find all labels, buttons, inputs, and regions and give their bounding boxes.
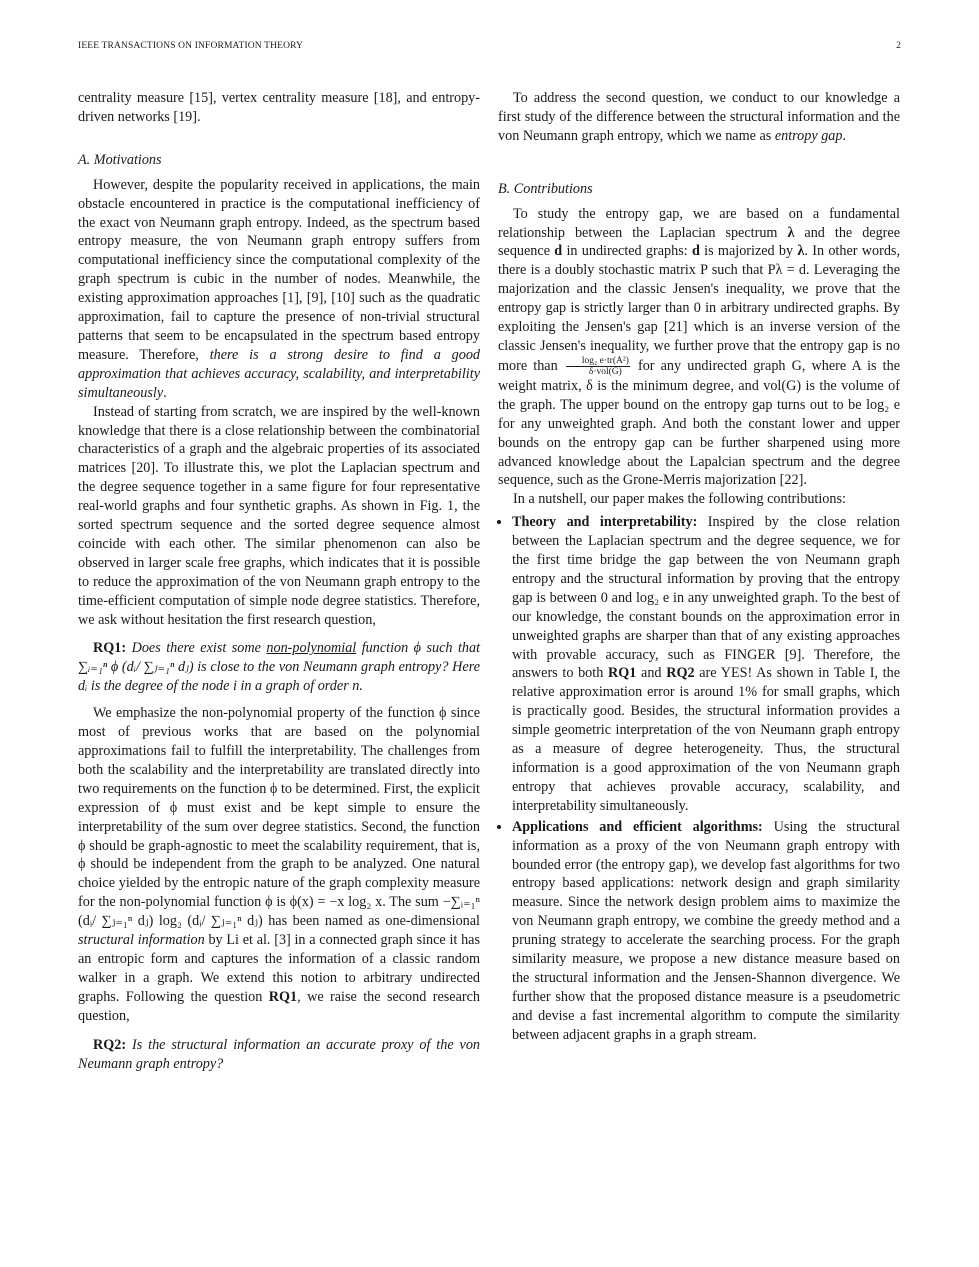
research-question-2: RQ2: Is the structural information an accurate proxy of the von Neumann graph entropy? [78, 1036, 481, 1072]
intro-tail-paragraph: centrality measure [15], vertex centrality measure [18], and entropy-driven networks [19]. [78, 90, 480, 125]
contributions-intro: In a nutshell, our paper makes the following contributions: [513, 491, 846, 508]
rq2-label: RQ2: [93, 1036, 127, 1053]
section-heading-motivations: A. Motivations [78, 151, 162, 168]
list-item: • Applications and efficient algorithms: Using the structural information as a proxy of the von Neumann graph entropy with bounded error (the entropy gap), we develop fast algorithms for two entropy based applications: network design and graph similarity measure. Since the network design problem aims to maximize the von Neumann graph entropy, we combine the greedy method and a pruning strategy to accelerate the searching process. For the graph similarity measure, we propose a new distance measure based on the structural information and the Jensen-Shannon divergence. We further show that the proposed distance measure is a pseudometric and devise a fast incremental algorithm to compute the similarity between adjacent graphs in a graph stream. [512, 818, 900, 1045]
contributions-list [498, 513, 900, 1044]
contributions-paragraph-1: To study the entropy gap, we are based on a fundamental relationship between the Laplacian spectrum λ and the degree sequence d in undirected graphs: d is majorized by λ. In other words, there is a doubly stochastic matrix P such that Pλ = d. Leveraging the majorization and the classic Jensen's inequality, we prove that the entropy gap is strictly larger than 0 in arbitrary undirected graphs. By exploiting the Jensen's gap [21] which is an inverse version of the classic Jensen's inequality, we further prove that the entropy gap is no more than $\frac{\text{log₂ e·tr(A²)}}{\text{δ·vol(G)}}$ for any undirected graph G, where A is the weight matrix, δ is the minimum degree, and vol(G) is the volume of the graph. The upper bound on the entropy gap turns out to be log₂ e for any unweighted graph. And both the constant lower and upper bounds on the entropy gap can be further sharpened using more advanced knowledge about the Lapalcian spectrum and the degree sequence, such as the Grone-Merris majorization [22]. [498, 205, 900, 489]
motivation-paragraph-1: However, despite the popularity received in applications, the main obstacle encountered in practice is the computational inefficiency of the exact von Neumann graph entropy. Indeed, as the spectrum based entropy measure, the von Neumann graph entropy suffers from computational inefficiency since the computational complexity of the graph spectrum is cubic in the number of nodes. Meanwhile, the existing approximation approaches [1], [9], [10] such as the quadratic approximation, fail to capture the presence of non-trivial structural patterns that seem to be encapsulated in the spectrum based entropy measure. Therefore, there is a strong desire to find a good approximation that achieves accuracy, scalability, and interpretability simultaneously. [78, 176, 481, 401]
left-column [78, 89, 480, 1081]
right-column [498, 89, 900, 1047]
running-header [78, 41, 901, 55]
motivation-paragraph-3: We emphasize the non-polynomial property of the function ϕ since most of previous works that are based on the polynomial approximations fail to fulfill the interpretability. The challenges from both the scalability and the interpretability are translated directly into two requirements on the function ϕ to be determined. First, the explicit expression of ϕ must exist and be kept simple to ensure the interpretability of the sum over degree statistics. Second, the function ϕ should be graph-agnostic to meet the scalability requirement, that is, ϕ should be independent from the graph to be analyzed. One natural choice yielded by the entropic nature of the graph complexity measure for the non-polynomial function ϕ is ϕ(x) = −x log₂ x. The sum −∑ᵢ₌₁ⁿ (dᵢ/ ∑ⱼ₌₁ⁿ dⱼ) log₂ (dᵢ/ ∑ⱼ₌₁ⁿ dⱼ) has been named as one-dimensional structural information by Li et al. [3] in a connected graph since it has an entropic form and captures the information of a classic random walker in a graph. We extend this notion to arbitrary undirected graphs. Following the question RQ1, we raise the second research question, [78, 705, 481, 1024]
entropy-gap-bound-fraction: $\frac{\text{log₂ e·tr(A²)}}{\text{δ·vol(G)}}$ [566, 356, 630, 377]
motivation-paragraph-2: Instead of starting from scratch, we are inspired by the well-known knowledge that there is a close relationship between the combinatorial characteristics of a graph and the algebraic properties of its associated matrices [20]. To illustrate this, we plot the Laplacian spectrum and the degree sequence together in a same figure for four representative real-world graphs and four synthetic graphs. As shown in Fig. 1, the sorted spectrum sequence and the sorted degree sequence almost coincide with each other. The similar phenomenon can also be observed in larger scale free graphs, which indicates that it is possible to reduce the approximation of the von Neumann graph entropy to the time-efficient computation of simple node degree statistics. Therefore, we ask without hesitation the first research question, [78, 403, 480, 628]
second-question-paragraph: To address the second question, we conduct to our knowledge a first study of the difference between the structural information and the von Neumann graph entropy, which we name as entropy gap. [498, 90, 900, 144]
rq1-label: RQ1: [93, 640, 127, 657]
section-heading-contributions: B. Contributions [498, 180, 593, 197]
journal-title: IEEE TRANSACTIONS ON INFORMATION THEORY [78, 41, 304, 51]
research-question-1: RQ1: Does there exist some non-polynomial function ϕ such that ∑ᵢ₌₁ⁿ ϕ (dᵢ/ ∑ⱼ₌₁ⁿ dⱼ) is close to the von Neumann graph entropy? Here dᵢ is the degree of the node i in a graph of order n. [78, 640, 481, 695]
page-number: 2 [896, 41, 901, 51]
bullet-title-applications: Applications and efficient algorithms: [512, 818, 763, 835]
bullet-title-theory: Theory and interpretability: [512, 514, 698, 531]
list-item: • Theory and interpretability: Inspired by the close relation between the Laplacian spectrum and the degree sequence, we for the first time bridge the gap between the von Neumann graph entropy and the structural information by proving that the entropy gap is between 0 and log₂ e in any unweighted graph. To the best of our knowledge, the constant bounds on the approximation error in unweighted graphs are sharper than that of any existing approaches with provable accuracy, such as FINGER [9]. Therefore, the answers to both RQ1 and RQ2 are YES! As shown in Table I, the relative approximation error is around 1% for small graphs, which is practically good. Besides, the structural information provides a simple geometric interpretation of the von Neumann graph entropy as a measure of degree heterogeneity. Thus, the structural information is a good approximation of the von Neumann graph entropy that achieves provable accuracy, scalability, and interpretability simultaneously. [512, 513, 900, 816]
